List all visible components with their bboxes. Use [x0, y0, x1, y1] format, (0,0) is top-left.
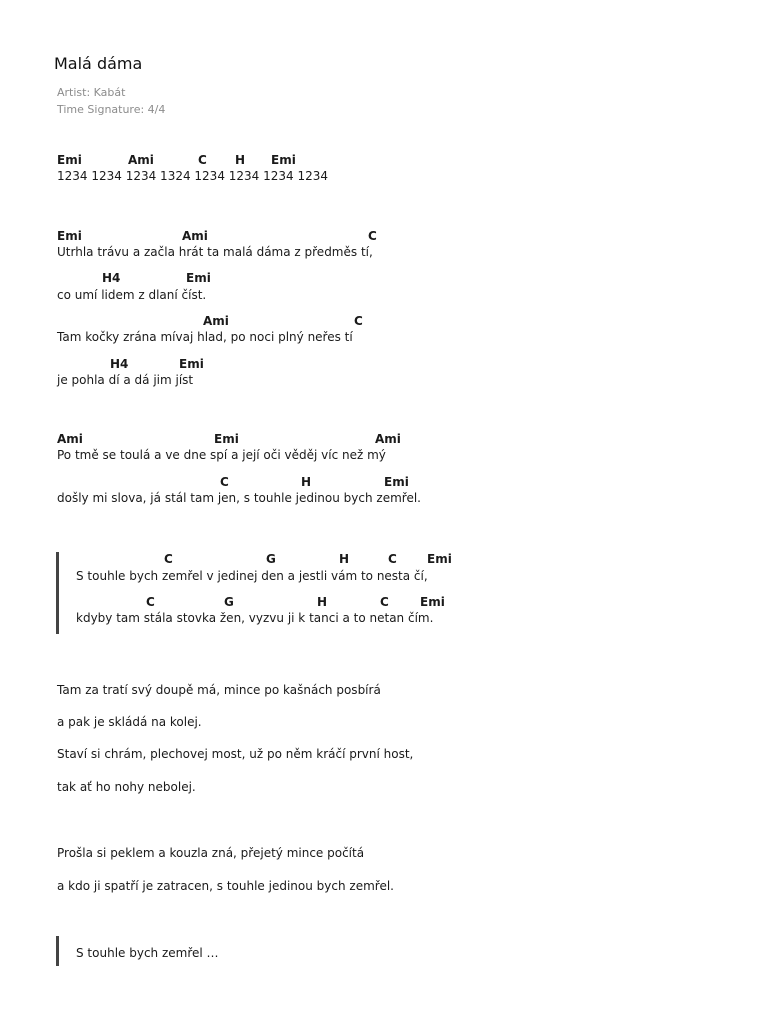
chord: C	[368, 229, 377, 243]
chord: C	[146, 595, 155, 609]
chord: Emi	[271, 153, 296, 167]
chord: Emi	[186, 271, 211, 285]
chord: Emi	[214, 432, 239, 446]
chord: G	[224, 595, 234, 609]
chord: H	[301, 475, 312, 489]
lyric-line: Tam za tratí svý doupě má, mince po kašnách posbírá	[57, 683, 381, 697]
lyric-line: Staví si chrám, plechovej most, už po něm kráčí první host,	[57, 747, 414, 761]
lyric-line: a pak je skládá na kolej.	[57, 715, 202, 729]
chord-line	[0, 432, 768, 446]
lyric-line: Prošla si peklem a kouzla zná, přejetý mince počítá	[57, 846, 365, 860]
lyric-line: Po tmě se toulá a ve dne spí a její oči věděj víc než mý	[57, 448, 386, 462]
lyric-line: a kdo ji spatří je zatracen, s touhle jedinou bych zemřel.	[57, 879, 394, 893]
intro-chord-line	[0, 153, 768, 167]
chorus-repeat-line: S touhle bych zemřel …	[76, 946, 219, 960]
lyric-line: S touhle bych zemřel v jedinej den a jestli vám to nesta čí,	[76, 569, 428, 583]
artist-meta: Artist: Kabát	[57, 86, 126, 99]
chord: Ami	[128, 153, 154, 167]
lyric-line: Utrhla trávu a začla hrát ta malá dáma z předměs tí,	[57, 245, 373, 259]
chord-line	[0, 271, 768, 285]
lyric-line: co umí lidem z dlaní číst.	[57, 288, 207, 302]
chord-line	[0, 552, 768, 566]
chord: Ami	[57, 432, 83, 446]
chord: Emi	[57, 229, 82, 243]
chord: C	[354, 314, 363, 328]
lyric-line: je pohla dí a dá jim jíst	[57, 373, 194, 387]
chord: Ami	[203, 314, 229, 328]
chord: H4	[102, 271, 121, 285]
chord: Emi	[427, 552, 452, 566]
lyric-line: tak ať ho nohy nebolej.	[57, 780, 196, 794]
lyric-line: Tam kočky zrána mívaj hlad, po noci plný neřes tí	[57, 330, 353, 344]
chorus-repeat-bar	[56, 936, 59, 966]
chord: Emi	[57, 153, 82, 167]
chord: Emi	[384, 475, 409, 489]
chord: H	[235, 153, 246, 167]
chord-line	[0, 595, 768, 609]
lyric-line: kdyby tam stála stovka žen, vyzvu ji k tanci a to netan čím.	[76, 611, 434, 625]
chord-line	[0, 314, 768, 328]
chord: C	[220, 475, 229, 489]
time-signature-meta: Time Signature: 4/4	[57, 103, 166, 116]
chord: G	[266, 552, 276, 566]
chord: H4	[110, 357, 129, 371]
chord: Emi	[179, 357, 204, 371]
chord: H	[339, 552, 350, 566]
chord-line	[0, 475, 768, 489]
chord: C	[164, 552, 173, 566]
intro-counts: 1234 1234 1234 1324 1234 1234 1234 1234	[57, 169, 329, 183]
chord: C	[380, 595, 389, 609]
chord: Ami	[375, 432, 401, 446]
chord-line	[0, 229, 768, 243]
chord-line	[0, 357, 768, 371]
chord: Emi	[420, 595, 445, 609]
chord: C	[388, 552, 397, 566]
chord: C	[198, 153, 207, 167]
chord: H	[317, 595, 328, 609]
chord: Ami	[182, 229, 208, 243]
lyric-line: došly mi slova, já stál tam jen, s touhle jedinou bych zemřel.	[57, 491, 421, 505]
song-title: Malá dáma	[54, 54, 143, 73]
